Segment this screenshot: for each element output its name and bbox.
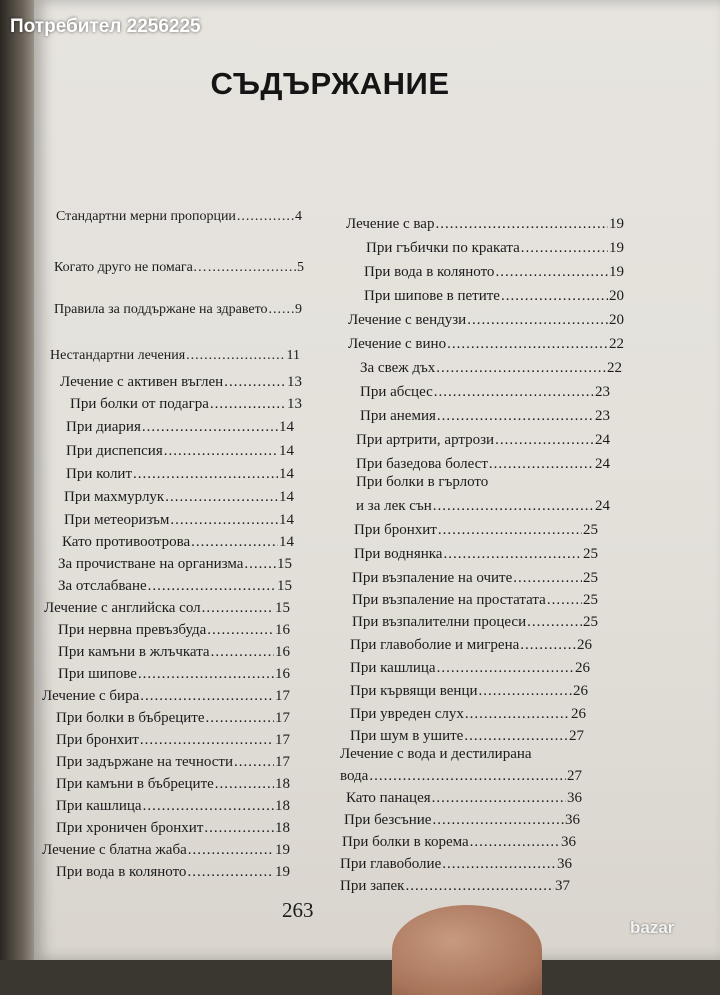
toc-entry: При главоболие и мигрена ..... 26 [350,637,592,654]
toc-entry: При метеоризъм ..... 14 [64,512,294,529]
toc-entry: При кървящи венци ..... 26 [350,683,588,700]
toc-entry: При нервна превъзбуда ..... 16 [58,622,290,639]
toc-entry: Като противоотрова ..... 14 [62,534,294,551]
toc-entry: При шум в ушите ..... 27 [350,728,584,745]
toc-entry: При гъбички по краката ..... 19 [366,240,624,257]
toc-entry-text: Лечение с вода и дестилирана [340,746,532,762]
toc-entry: При диспепсия ..... 14 [66,443,294,460]
toc-entry: При диария ..... 14 [66,419,294,436]
toc-entry: При възпаление на очите ..... 25 [352,570,598,587]
toc-entry: Лечение с вендузи ..... 20 [348,312,624,329]
toc-entry: вода ..... 27 [340,768,582,785]
toc-entry: Лечение с английска сол ..... 15 [44,600,290,617]
toc-entry: За отслабване ..... 15 [58,578,292,595]
toc-entry: При кашлица ..... 26 [350,660,590,677]
toc-entry: Лечение с блатна жаба ..... 19 [42,842,290,859]
toc-entry: Нестандартни лечения ..... 11 [50,348,300,364]
toc-entry: При камъни в бъбреците ..... 18 [56,776,290,793]
toc-entry: При запек ..... 37 [340,878,570,895]
toc-entry: Лечение с вино ..... 22 [348,336,624,353]
page-number: 263 [282,898,314,922]
toc-entry: При артрити, артрози ..... 24 [356,432,610,449]
page-title: СЪДЪРЖАНИЕ [210,66,450,101]
toc-entry: При шипове в петите ..... 20 [364,288,624,305]
toc-entry: Лечение с активен въглен ..... 13 [60,374,302,391]
toc-entry: При камъни в жлъчката ..... 16 [58,644,290,661]
toc-entry-text: При болки в гърлото [356,474,489,490]
toc-entry: Стандартни мерни пропорции ..... 4 [56,209,302,225]
toc-entry: При воднянка ..... 25 [354,546,598,563]
toc-entry: При махмурлук ..... 14 [64,489,294,506]
toc-entry: При кашлица ..... 18 [56,798,290,815]
toc-entry: При възпаление на простатата ..... 25 [352,592,598,609]
toc-entry: При вода в коляното ..... 19 [56,864,290,881]
user-watermark: Потребител 2256225 [10,16,201,37]
toc-entry: При задържане на течности ..... 17 [56,754,290,771]
toc-entry: При болки в корема ..... 36 [342,834,576,851]
toc-entry: При базедова болест ..... 24 [356,456,610,473]
toc-entry: При болки от подагра ..... 13 [70,396,302,413]
toc-entry: При шипове ..... 16 [58,666,290,683]
toc-entry: За свеж дъх ..... 22 [360,360,622,377]
brand-logo: bazar [630,918,675,937]
toc-entry: При вода в коляното ..... 19 [364,264,624,281]
toc-entry: При възпалителни процеси ..... 25 [352,614,598,631]
toc-entry: При абсцес ..... 23 [360,384,610,401]
toc-entry: и за лек сън ..... 24 [356,498,610,515]
toc-entry: Лечение с вар ..... 19 [346,216,624,233]
finger-photo-occlusion [392,905,542,995]
toc-entry: При болки в бъбреците ..... 17 [56,710,290,727]
toc-entry: Когато друго не помага… ..... 5 [54,260,304,276]
toc-entry: При бронхит ..... 25 [354,522,598,539]
toc-entry: При хроничен бронхит ..... 18 [56,820,290,837]
toc-entry: За прочистване на организма ..... 15 [58,556,292,573]
toc-entry: При увреден слух ..... 26 [350,706,586,723]
toc-entry: При бронхит ..... 17 [56,732,290,749]
toc-entry: При колит ..... 14 [66,466,294,483]
toc-entry: При главоболие ..... 36 [340,856,572,873]
toc-entry: Лечение с бира ..... 17 [42,688,290,705]
toc-entry: При безсъние ..... 36 [344,812,580,829]
toc-entry: При анемия ..... 23 [360,408,610,425]
toc-entry: Като панацея ..... 36 [346,790,582,807]
toc-entry: Правила за поддържане на здравето ..... 9 [54,302,302,318]
